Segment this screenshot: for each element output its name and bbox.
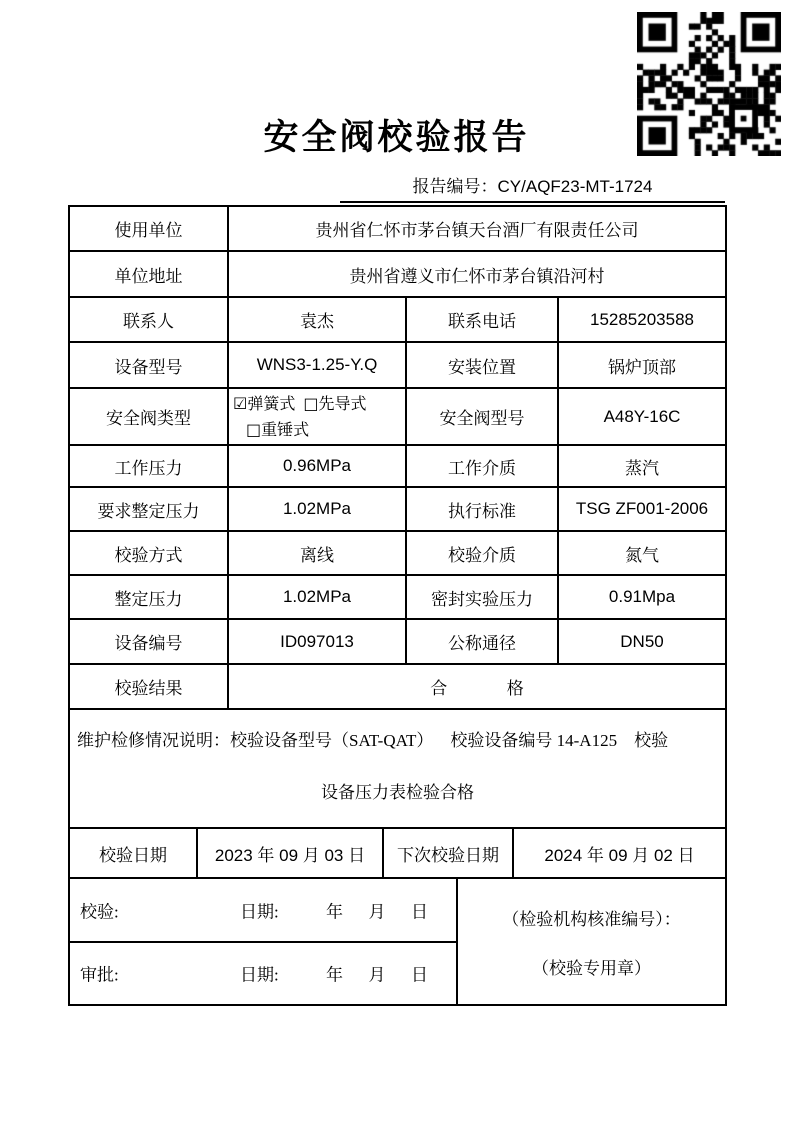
table-row-set-pressure [70, 576, 725, 620]
calibration-method-label: 校验方式 [70, 532, 229, 574]
maintenance-note-line2: 设备压力表检验合格 [321, 783, 474, 802]
seal-test-pressure-value: 0.91Mpa [608, 587, 676, 606]
calibrator-date-blank: 年 月 日 [326, 902, 428, 922]
contact-value: 袁杰 [229, 298, 407, 341]
table-row-working-pressure [70, 446, 725, 488]
option-spring-label: 弹簧式 [247, 395, 296, 413]
valve-type-label: 安全阀类型 [70, 389, 229, 444]
checkbox-checked-icon: ☑ [233, 393, 248, 413]
seal-test-pressure-label: 密封实验压力 [407, 576, 559, 618]
valve-model-label: 安全阀型号 [407, 389, 559, 444]
next-calibration-date-value: 2024 年 09 月 02 日 [544, 845, 695, 865]
report-table [68, 205, 727, 1006]
nominal-diameter-label: 公称通径 [407, 620, 559, 663]
table-row-unit-address [70, 252, 725, 298]
contact-label: 联系人 [70, 298, 229, 341]
table-row-dates [70, 829, 725, 879]
approver-label: 审批: [80, 965, 119, 984]
table-row-maintenance-note [70, 710, 725, 829]
result-value: 合 格 [430, 679, 524, 698]
install-position-label: 安装位置 [407, 343, 559, 387]
table-row-contact [70, 298, 725, 343]
valve-model-value: A48Y-16C [603, 406, 681, 426]
calibrator-signature-row [70, 879, 456, 943]
approver-date-blank: 年 月 日 [326, 965, 428, 984]
install-position-value: 锅炉顶部 [608, 357, 676, 377]
table-row-result [70, 665, 725, 710]
calibrator-date-label: 日期: [240, 902, 279, 922]
contact-phone-value: 15285203588 [589, 309, 694, 329]
calibration-date-label: 校验日期 [70, 829, 198, 877]
report-number-line [340, 172, 725, 203]
working-pressure-value: 0.96MPa [229, 446, 407, 486]
required-set-pressure-label: 要求整定压力 [70, 488, 229, 530]
stamp-approval-number-label: （检验机构核准编号）： [502, 909, 681, 929]
nominal-diameter-value: DN50 [620, 631, 664, 651]
table-row-required-set-pressure [70, 488, 725, 532]
table-row-signatures [70, 879, 725, 1004]
valve-type-options [229, 389, 407, 444]
set-pressure-value: 1.02MPa [229, 576, 407, 618]
use-unit-value: 贵州省仁怀市茅台镇天台酒厂有限责任公司 [315, 221, 639, 240]
calibration-date-value: 2023 年 09 月 03 日 [198, 829, 384, 877]
signature-block [70, 879, 458, 1004]
device-model-label: 设备型号 [70, 343, 229, 387]
device-model-value: WNS3-1.25-Y.Q [229, 343, 407, 387]
unit-address-label: 单位地址 [70, 252, 229, 296]
checkbox-unchecked-icon: □ [303, 393, 319, 413]
maintenance-note [70, 710, 725, 827]
working-pressure-label: 工作压力 [70, 446, 229, 486]
valve-type-line1 [229, 391, 367, 417]
table-row-valve-type [70, 389, 725, 446]
standard-label: 执行标准 [407, 488, 559, 530]
report-number-label: 报告编号： [412, 177, 498, 196]
page-title: 安全阀校验报告 [263, 118, 530, 157]
working-medium-value: 蒸汽 [625, 458, 659, 478]
table-row-device-model [70, 343, 725, 389]
contact-phone-label: 联系电话 [407, 298, 559, 341]
set-pressure-label: 整定压力 [70, 576, 229, 618]
required-set-pressure-value: 1.02MPa [229, 488, 407, 530]
maintenance-note-line1: 维护检修情况说明：校验设备型号（SAT-QAT） 校验设备编号 14-A125 校验 [77, 731, 669, 750]
calibration-medium-label: 校验介质 [407, 532, 559, 574]
standard-value: TSG ZF001-2006 [575, 499, 709, 518]
next-calibration-date-label: 下次校验日期 [384, 829, 514, 877]
table-row-device-no [70, 620, 725, 665]
approver-date-label: 日期: [240, 965, 279, 984]
use-unit-label: 使用单位 [70, 207, 229, 250]
report-number-value: CY/AQF23-MT-1724 [497, 177, 653, 196]
table-row-use-unit [70, 207, 725, 252]
stamp-area [458, 879, 725, 1004]
calibration-method-value: 离线 [229, 532, 407, 574]
option-weight-label: 重锤式 [261, 421, 310, 439]
valve-type-line2 [229, 417, 309, 443]
result-label: 校验结果 [70, 665, 229, 708]
option-pilot-label: 先导式 [318, 395, 367, 413]
working-medium-label: 工作介质 [407, 446, 559, 486]
table-row-calibration-method [70, 532, 725, 576]
device-no-value: ID097013 [229, 620, 407, 663]
calibration-medium-value: 氮气 [625, 545, 659, 565]
checkbox-unchecked-icon: □ [246, 419, 262, 439]
approver-signature-row [70, 943, 456, 1002]
stamp-special-seal-label: （校验专用章） [532, 958, 651, 978]
device-no-label: 设备编号 [70, 620, 229, 663]
unit-address-value: 贵州省遵义市仁怀市茅台镇沿河村 [349, 266, 605, 286]
calibrator-label: 校验: [80, 902, 119, 922]
